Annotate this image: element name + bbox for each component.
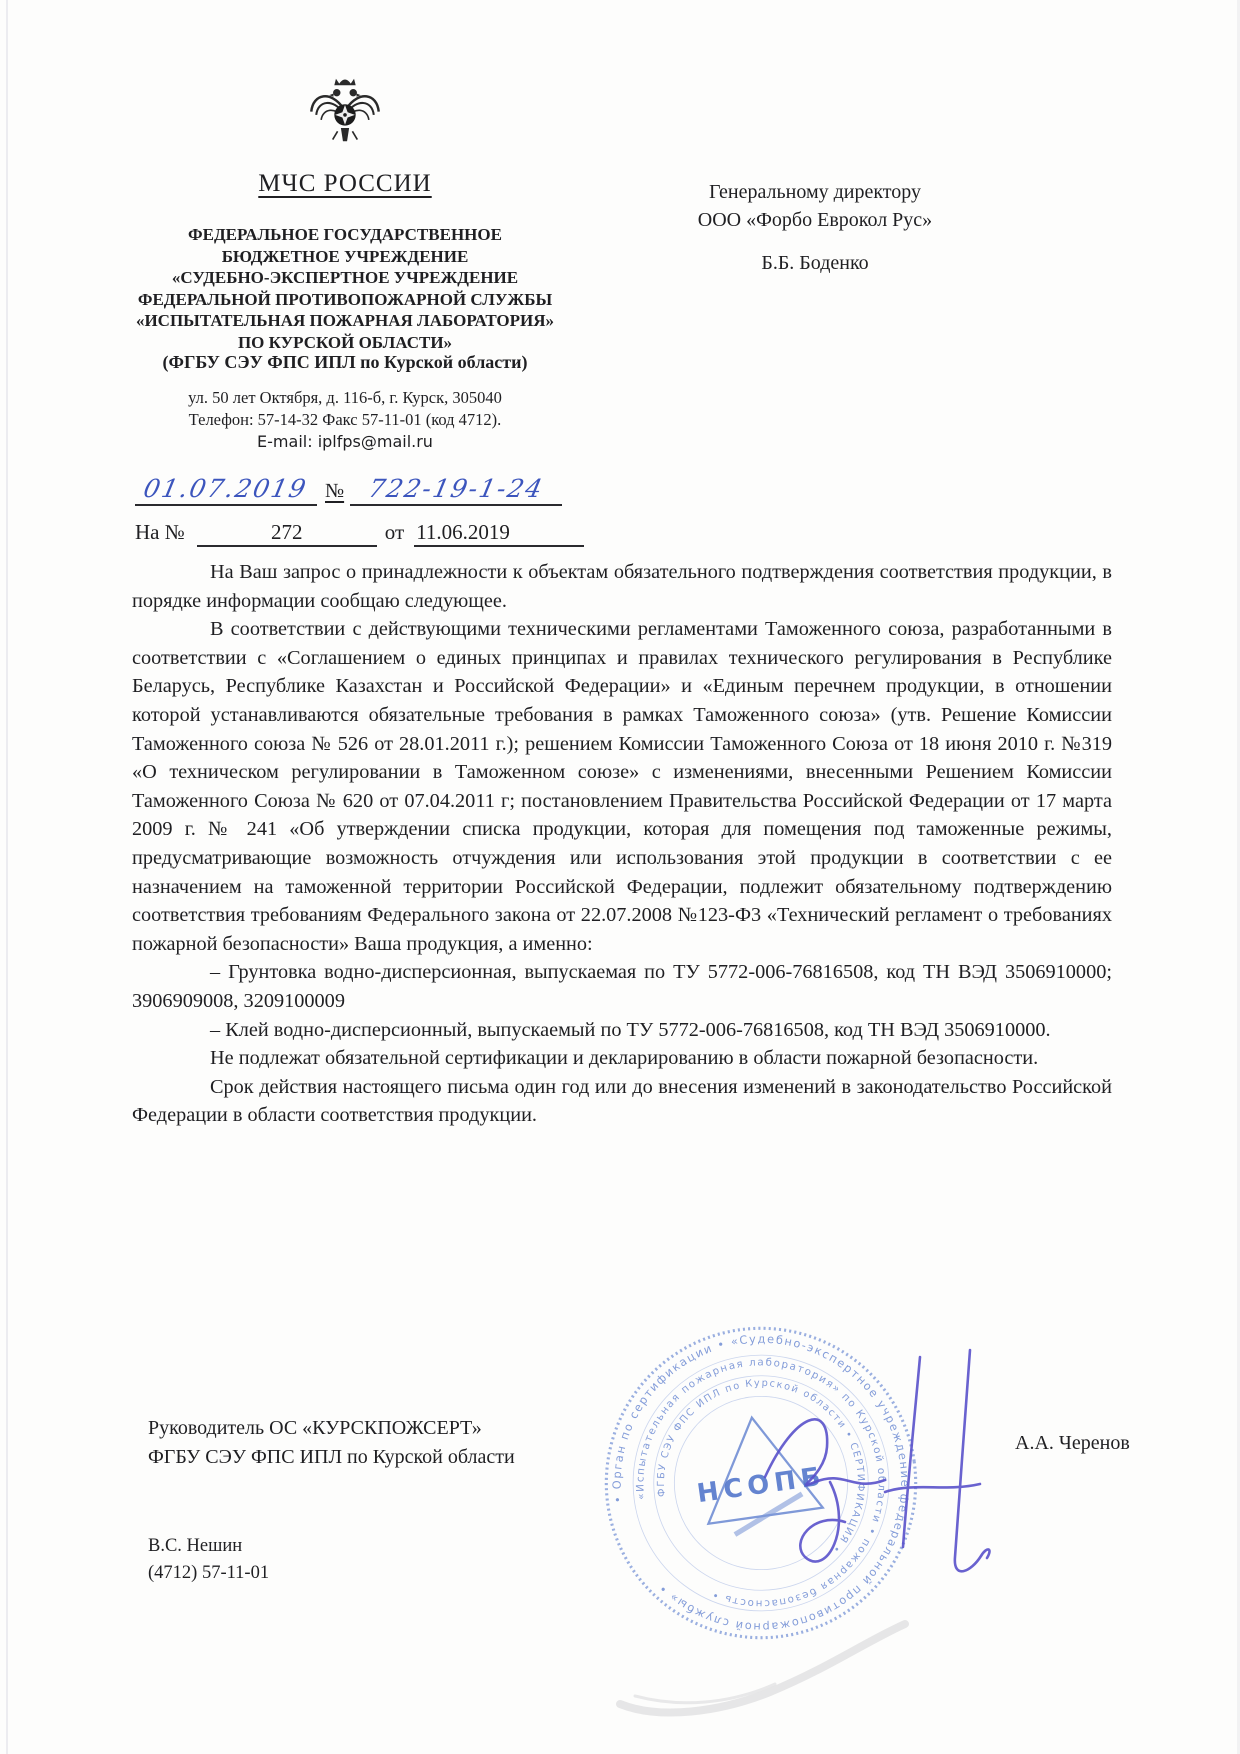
body-paragraph-product-glue: – Клей водно-дисперсионный, выпускаемый по ТУ 5772-006-76816508, код ТН ВЭД 3506910000. <box>210 1018 1051 1041</box>
org-name-line: ПО КУРСКОЙ ОБЛАСТИ» <box>237 332 453 352</box>
letter-body <box>132 558 1112 1130</box>
body-paragraph: Не подлежат обязательной сертификации и декларированию в области пожарной безопасности. <box>210 1047 1039 1070</box>
org-name-line: «СУДЕБНО-ЭКСПЕРТНОЕ УЧРЕЖДЕНИЕ <box>171 268 519 287</box>
incoming-number: 272 <box>197 520 377 547</box>
org-name-line: «ИСПЫТАТЕЛЬНАЯ ПОЖАРНАЯ ЛАБОРАТОРИЯ» <box>135 311 555 330</box>
outgoing-date-handwritten: 01.07.2019 <box>135 474 317 506</box>
number-sign: № <box>325 480 345 502</box>
signatory-name: А.А. Черенов <box>1015 1432 1130 1454</box>
org-name-line: БЮДЖЕТНОЕ УЧРЕЖДЕНИЕ <box>221 246 469 266</box>
scan-edge-left <box>6 0 8 1754</box>
postal-address: ул. 50 лет Октября, д. 116-б, г. Курск, 305040 <box>188 388 502 407</box>
outgoing-number-handwritten: 722-19-1-24 <box>350 474 562 506</box>
addressee-name: Б.Б. Боденко <box>761 252 869 274</box>
addressee-position: Генеральному директору <box>708 181 922 203</box>
organization-name <box>60 224 630 353</box>
handwritten-signature <box>735 1342 1035 1604</box>
mchs-double-eagle-emblem-icon <box>308 70 382 168</box>
executor-block <box>148 1533 448 1587</box>
executor-phone: (4712) 57-11-01 <box>148 1563 270 1583</box>
org-name-line: ФЕДЕРАЛЬНОЕ ГОСУДАРСТВЕННОЕ <box>188 225 502 244</box>
phone-fax-line: Телефон: 57-14-32 Факс 57-11-01 (код 4712). <box>188 410 502 429</box>
body-paragraph-product-primer: – Грунтовка водно-дисперсионная, выпускаемая по ТУ 5772-006-76816508, код ТН ВЭД 3506910000; 3906909008, 3209100009 <box>132 961 1112 1012</box>
ministry-title: МЧС РОССИИ <box>258 170 432 197</box>
addressee-block <box>640 178 990 234</box>
outgoing-reference-row <box>135 474 562 514</box>
from-label: от <box>384 520 405 544</box>
body-paragraph: В соответствии с действующими техническими регламентами Таможенного союза, разработанными в соответствии с «Соглашением о единых принципах и правилах технического регулирования в Республике Беларусь, Республике Казахстан и Российской Федерации» и «Единым перечнем продукции, в отношении которой устанавливаются обязательные требования в рамках Таможенного союза» (утв. Решение Комиссии Таможенного союза № 526 от 28.01.2011 г.); решением Комиссии Таможенного Союза от 18 июня 2010 г. №319 «О техническом регулировании в Таможенном союзе» с изменениями, внесенными Решением Комиссии Таможенного Союза № 620 от 07.04.2011 г; постановлением Правительства Российской Федерации от 17 марта 2009 г. № 241 «Об утверждении списка продукции, которая для помещения под таможенные режимы, предусматривающие возможность отчуждения или использования этой продукции в соответствии с ее назначением на таможенной территории Российской Федерации, подлежит обязательному подтверждению соответствия требованиям Федерального закона от 22.07.2008 №123-Ф3 «Технический регламент о требованиях пожарной безопасности» Ваша продукция, а именно: <box>132 618 1112 955</box>
incoming-date: 11.06.2019 <box>414 520 584 547</box>
organization-short-name: (ФГБУ СЭУ ФПС ИПЛ по Курской области) <box>162 352 528 372</box>
body-paragraph: На Ваш запрос о принадлежности к объектам обязательного подтверждения соответствия продукции, в порядке информации сообщаю следующее. <box>132 561 1112 612</box>
incoming-reference-row <box>135 520 584 556</box>
stamp-ring-inner-text: ФГБУ СЭУ ФПС ИПЛ по Курской области • СЕРТИФИКАЦИЯ • <box>656 1377 867 1556</box>
email-line: E-mail: iplfps@mail.ru <box>257 432 433 451</box>
body-paragraph: Срок действия настоящего письма один год или до внесения изменений в законодательство Российской Федерации в области соответствия продукции. <box>132 1075 1112 1127</box>
executor-name: В.С. Нешин <box>148 1536 243 1556</box>
addressee-company: ООО «Форбо Еврокол Рус» <box>697 209 933 231</box>
signatory-position-line: ФГБУ СЭУ ФПС ИПЛ по Курской области <box>148 1446 515 1468</box>
stamp-ring-middle-text: «Испытательная пожарная лаборатория» по Курской области • пожарная безопасность • <box>634 1356 888 1610</box>
ink-smudge <box>600 1612 950 1722</box>
org-name-line: ФЕДЕРАЛЬНОЙ ПРОТИВОПОЖАРНОЙ СЛУЖБЫ <box>137 289 553 309</box>
reply-label: На № <box>135 520 185 544</box>
signatory-position-line: Руководитель ОС «КУРСКПОЖСЕРТ» <box>148 1417 482 1439</box>
stamp-ring-outer-text: • Орган по сертификации • «Судебно-экспертное учреждение федеральной противопожарной службы» • <box>609 1331 913 1635</box>
stamp-center-text: НСОПБ <box>695 1461 828 1510</box>
